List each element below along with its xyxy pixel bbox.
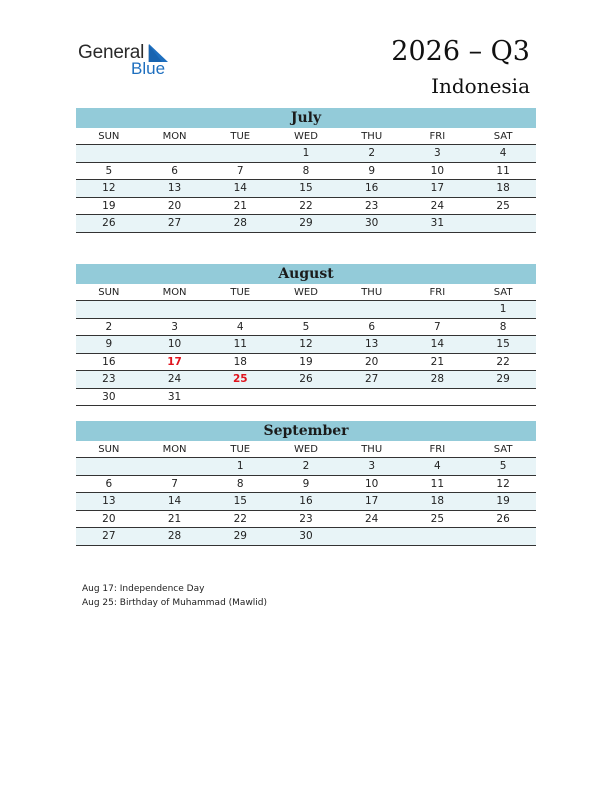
day-cell: 4: [405, 458, 471, 476]
day-cell: 5: [470, 458, 536, 476]
weekday-header: THU: [339, 284, 405, 301]
day-cell: 1: [207, 458, 273, 476]
week-row: [76, 318, 536, 336]
week-row: [76, 145, 536, 163]
month-name: August: [76, 264, 536, 284]
logo-word-blue: Blue: [131, 59, 166, 78]
empty-day-cell: [405, 388, 471, 406]
day-cell: 2: [273, 458, 339, 476]
day-cell: 17: [339, 493, 405, 511]
day-cell: 9: [339, 162, 405, 180]
day-cell: 14: [207, 180, 273, 198]
day-cell: 26: [76, 215, 142, 233]
day-cell: 22: [207, 510, 273, 528]
empty-day-cell: [470, 215, 536, 233]
empty-day-cell: [76, 145, 142, 163]
day-cell: 21: [207, 197, 273, 215]
day-cell: 3: [339, 458, 405, 476]
day-cell: 25: [405, 510, 471, 528]
day-cell: 9: [76, 336, 142, 354]
day-cell: 16: [339, 180, 405, 198]
day-cell: 31: [405, 215, 471, 233]
day-cell: 18: [405, 493, 471, 511]
day-cell: 30: [339, 215, 405, 233]
empty-day-cell: [142, 145, 208, 163]
day-cell: 20: [339, 353, 405, 371]
day-cell: 12: [76, 180, 142, 198]
holiday-notes: [82, 582, 267, 610]
weekday-header: FRI: [405, 441, 471, 458]
weekday-header: SAT: [470, 128, 536, 145]
weekday-header: MON: [142, 128, 208, 145]
weekday-header: WED: [273, 128, 339, 145]
day-cell: 6: [76, 475, 142, 493]
day-cell: 15: [273, 180, 339, 198]
logo: [78, 40, 178, 80]
empty-day-cell: [470, 528, 536, 546]
day-cell: 5: [273, 318, 339, 336]
day-cell: 29: [273, 215, 339, 233]
weekday-header: THU: [339, 128, 405, 145]
day-cell: 13: [142, 180, 208, 198]
day-cell: 15: [470, 336, 536, 354]
day-cell: 6: [339, 318, 405, 336]
day-cell: 23: [273, 510, 339, 528]
day-cell: 26: [273, 371, 339, 389]
week-row: [76, 475, 536, 493]
month-grid: [76, 284, 536, 406]
empty-day-cell: [273, 388, 339, 406]
day-cell: 27: [142, 215, 208, 233]
weekday-header: TUE: [207, 128, 273, 145]
week-row: [76, 353, 536, 371]
day-cell: 11: [405, 475, 471, 493]
empty-day-cell: [339, 528, 405, 546]
weekday-header: THU: [339, 441, 405, 458]
empty-day-cell: [207, 145, 273, 163]
empty-day-cell: [273, 301, 339, 319]
day-cell: 31: [142, 388, 208, 406]
day-cell: 4: [207, 318, 273, 336]
weekday-header: SUN: [76, 441, 142, 458]
week-row: [76, 301, 536, 319]
day-cell: 18: [470, 180, 536, 198]
day-cell: 16: [273, 493, 339, 511]
day-cell: 10: [405, 162, 471, 180]
day-cell: 21: [142, 510, 208, 528]
day-cell: 30: [273, 528, 339, 546]
day-cell: 3: [142, 318, 208, 336]
week-row: [76, 528, 536, 546]
weekday-header: FRI: [405, 284, 471, 301]
day-cell: 19: [470, 493, 536, 511]
day-cell: 21: [405, 353, 471, 371]
weekday-header: SAT: [470, 441, 536, 458]
weekday-header: FRI: [405, 128, 471, 145]
weekday-header: TUE: [207, 441, 273, 458]
day-cell: 1: [470, 301, 536, 319]
day-cell: 24: [142, 371, 208, 389]
day-cell: 17: [142, 353, 208, 371]
page-title: 2026 – Q3: [391, 36, 530, 67]
day-cell: 29: [207, 528, 273, 546]
country-name: Indonesia: [431, 74, 530, 98]
weekday-header: SUN: [76, 284, 142, 301]
day-cell: 7: [405, 318, 471, 336]
empty-day-cell: [76, 301, 142, 319]
day-cell: 17: [405, 180, 471, 198]
day-cell: 10: [339, 475, 405, 493]
day-cell: 22: [470, 353, 536, 371]
week-row: [76, 510, 536, 528]
week-row: [76, 493, 536, 511]
month-name: September: [76, 421, 536, 441]
day-cell: 3: [405, 145, 471, 163]
weekday-header: MON: [142, 284, 208, 301]
empty-day-cell: [405, 301, 471, 319]
empty-day-cell: [207, 388, 273, 406]
day-cell: 4: [470, 145, 536, 163]
holiday-note: Aug 17: Independence Day: [82, 584, 205, 594]
week-row: [76, 215, 536, 233]
empty-day-cell: [405, 528, 471, 546]
holiday-note: Aug 25: Birthday of Muhammad (Mawlid): [82, 598, 268, 608]
weekday-header: WED: [273, 284, 339, 301]
month-calendar: [76, 264, 536, 406]
month-calendar: [76, 108, 536, 233]
day-cell: 29: [470, 371, 536, 389]
weekday-header: SUN: [76, 128, 142, 145]
day-cell: 23: [339, 197, 405, 215]
empty-day-cell: [470, 388, 536, 406]
day-cell: 7: [142, 475, 208, 493]
empty-day-cell: [339, 301, 405, 319]
day-cell: 27: [339, 371, 405, 389]
day-cell: 25: [207, 371, 273, 389]
day-cell: 8: [470, 318, 536, 336]
week-row: [76, 371, 536, 389]
day-cell: 14: [405, 336, 471, 354]
day-cell: 11: [470, 162, 536, 180]
day-cell: 8: [207, 475, 273, 493]
month-grid: [76, 128, 536, 233]
empty-day-cell: [76, 458, 142, 476]
day-cell: 22: [273, 197, 339, 215]
day-cell: 13: [339, 336, 405, 354]
month-grid: [76, 441, 536, 546]
day-cell: 11: [207, 336, 273, 354]
empty-day-cell: [142, 458, 208, 476]
day-cell: 14: [142, 493, 208, 511]
week-row: [76, 458, 536, 476]
day-cell: 5: [76, 162, 142, 180]
day-cell: 26: [470, 510, 536, 528]
month-name: July: [76, 108, 536, 128]
empty-day-cell: [142, 301, 208, 319]
day-cell: 24: [339, 510, 405, 528]
day-cell: 2: [76, 318, 142, 336]
day-cell: 16: [76, 353, 142, 371]
day-cell: 20: [142, 197, 208, 215]
weekday-header: WED: [273, 441, 339, 458]
day-cell: 28: [405, 371, 471, 389]
day-cell: 15: [207, 493, 273, 511]
empty-day-cell: [207, 301, 273, 319]
logo-word-general: General: [78, 42, 145, 63]
week-row: [76, 336, 536, 354]
day-cell: 12: [470, 475, 536, 493]
weekday-header: TUE: [207, 284, 273, 301]
weekday-header: SAT: [470, 284, 536, 301]
day-cell: 24: [405, 197, 471, 215]
month-calendar: [76, 421, 536, 546]
day-cell: 12: [273, 336, 339, 354]
week-row: [76, 388, 536, 406]
day-cell: 18: [207, 353, 273, 371]
week-row: [76, 162, 536, 180]
day-cell: 25: [470, 197, 536, 215]
day-cell: 20: [76, 510, 142, 528]
day-cell: 28: [207, 215, 273, 233]
day-cell: 10: [142, 336, 208, 354]
day-cell: 23: [76, 371, 142, 389]
day-cell: 8: [273, 162, 339, 180]
day-cell: 7: [207, 162, 273, 180]
day-cell: 28: [142, 528, 208, 546]
week-row: [76, 180, 536, 198]
day-cell: 2: [339, 145, 405, 163]
day-cell: 30: [76, 388, 142, 406]
week-row: [76, 197, 536, 215]
day-cell: 9: [273, 475, 339, 493]
empty-day-cell: [339, 388, 405, 406]
weekday-header: MON: [142, 441, 208, 458]
day-cell: 27: [76, 528, 142, 546]
day-cell: 6: [142, 162, 208, 180]
day-cell: 19: [273, 353, 339, 371]
day-cell: 13: [76, 493, 142, 511]
day-cell: 1: [273, 145, 339, 163]
day-cell: 19: [76, 197, 142, 215]
